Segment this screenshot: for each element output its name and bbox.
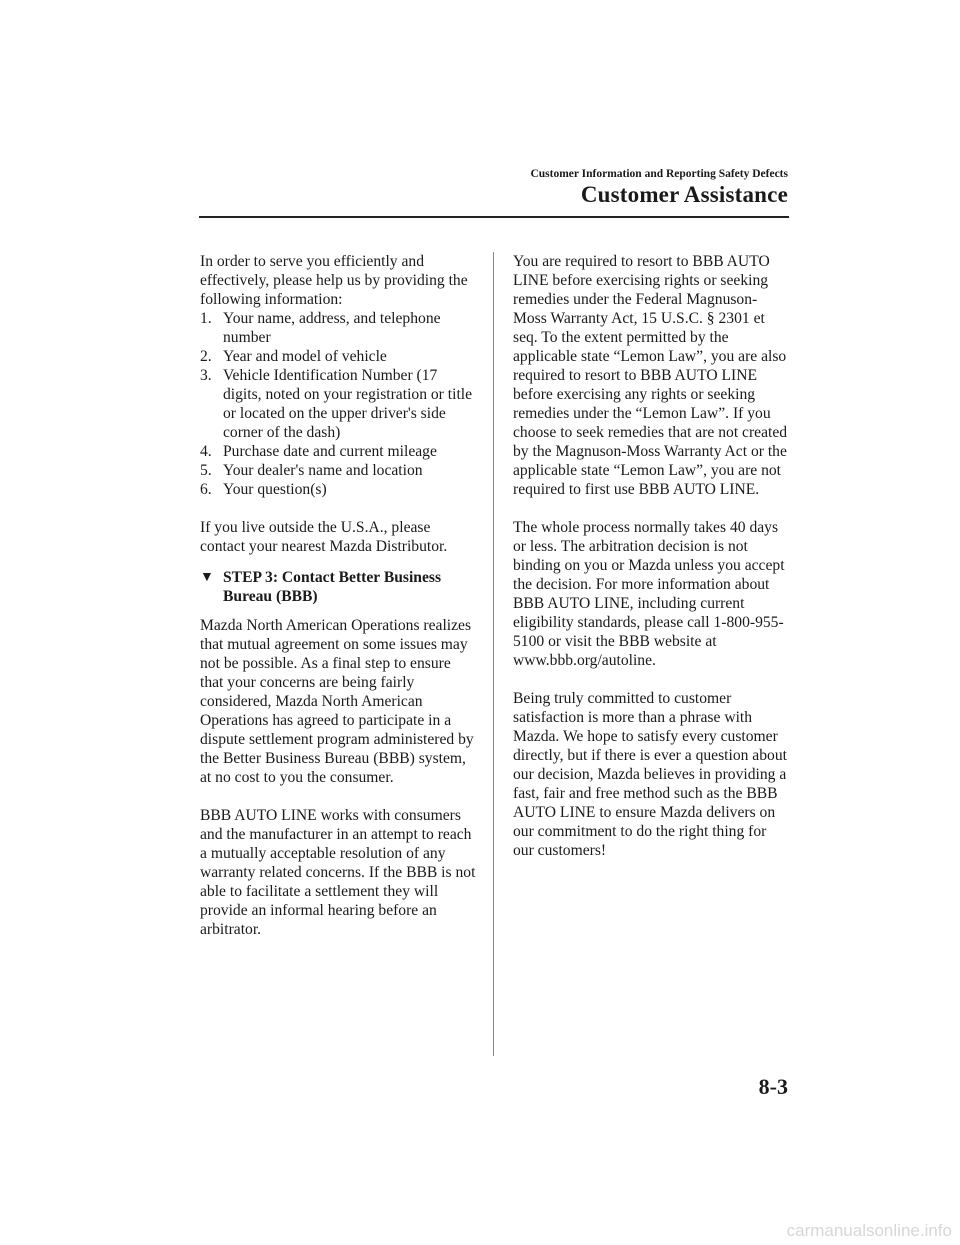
page-number: 8-3	[758, 1074, 788, 1099]
lemon-law-paragraph: You are required to resort to BBB AUTO LINE before exercising rights or seeking remedies under the Federal Magnuson-Moss Warranty Act, 15 U.S.C. § 2301 et seq. To the extent permitted by the applicable state “Lemon Law”, you are also required to resort to BBB AUTO LINE before exercising any rights or seeking remedies under the “Lemon Law”. If you choose to seek remedies that are not created by the Magnuson-Moss Warranty Act or the applicable state “Lemon Law”, you are not required to first use BBB AUTO LINE.	[513, 253, 788, 498]
list-number: 6.	[200, 481, 212, 498]
list-item	[200, 461, 478, 480]
left-column	[200, 252, 478, 939]
header-rule	[199, 216, 789, 218]
list-text: Your dealer's name and location	[223, 462, 423, 479]
list-number: 4.	[200, 443, 212, 460]
section-header: Customer Information and Reporting Safety Defects	[530, 168, 788, 180]
step-3-heading	[200, 568, 478, 606]
step-heading-text: STEP 3: Contact Better Business Bureau (BBB)	[223, 569, 442, 605]
page-title: Customer Assistance	[580, 182, 788, 207]
right-column	[513, 252, 791, 860]
list-number: 3.	[200, 367, 212, 384]
list-text: Purchase date and current mileage	[223, 443, 437, 460]
commitment-paragraph: Being truly committed to customer satisfaction is more than a phrase with Mazda. We hope to satisfy every customer directly, but if there is ever a question about our decision, Mazda believes in providing a fast, fair and free method such as the BBB AUTO LINE to ensure Mazda delivers on our commitment to do the right thing for our customers!	[513, 690, 787, 859]
list-number: 2.	[200, 348, 212, 365]
intro-paragraph: In order to serve you efficiently and effectively, please help us by providing the following information:	[200, 253, 468, 308]
list-text: Vehicle Identification Number (17 digits, noted on your registration or title or located on the upper driver's side corner of the dash)	[223, 367, 473, 441]
list-item	[200, 309, 478, 347]
list-text: Your question(s)	[223, 481, 327, 498]
list-item	[200, 442, 478, 461]
list-item	[200, 347, 478, 366]
process-paragraph: The whole process normally takes 40 days or less. The arbitration decision is not binding on you or Mazda unless you accept the decision. For more information about BBB AUTO LINE, including current eligibility standards, please call 1-800-955-5100 or visit the BBB website at www.bbb.org/autoline.	[513, 519, 785, 669]
list-text: Your name, address, and telephone number	[223, 310, 441, 346]
auto-line-paragraph: BBB AUTO LINE works with consumers and the manufacturer in an attempt to reach a mutually acceptable resolution of any warranty related concerns. If the BBB is not able to facilitate a settlement they will provide an informal hearing before an arbitrator.	[200, 807, 476, 938]
list-number: 1.	[200, 310, 212, 327]
list-text: Year and model of vehicle	[223, 348, 387, 365]
watermark: carmanualsonline.info	[786, 1221, 952, 1240]
info-list	[200, 309, 478, 499]
list-number: 5.	[200, 462, 212, 479]
triangle-down-icon: ▼	[200, 570, 214, 585]
column-divider	[493, 252, 494, 1056]
outside-usa-paragraph: If you live outside the U.S.A., please contact your nearest Mazda Distributor.	[200, 519, 448, 555]
bbb-paragraph: Mazda North American Operations realizes that mutual agreement on some issues may not be possible. As a final step to ensure that your concerns are being fairly considered, Mazda North American Operations has agreed to participate in a dispute settlement program administered by the Better Business Bureau (BBB) system, at no cost to you the consumer.	[200, 617, 474, 786]
list-item	[200, 366, 478, 442]
list-item	[200, 480, 478, 499]
